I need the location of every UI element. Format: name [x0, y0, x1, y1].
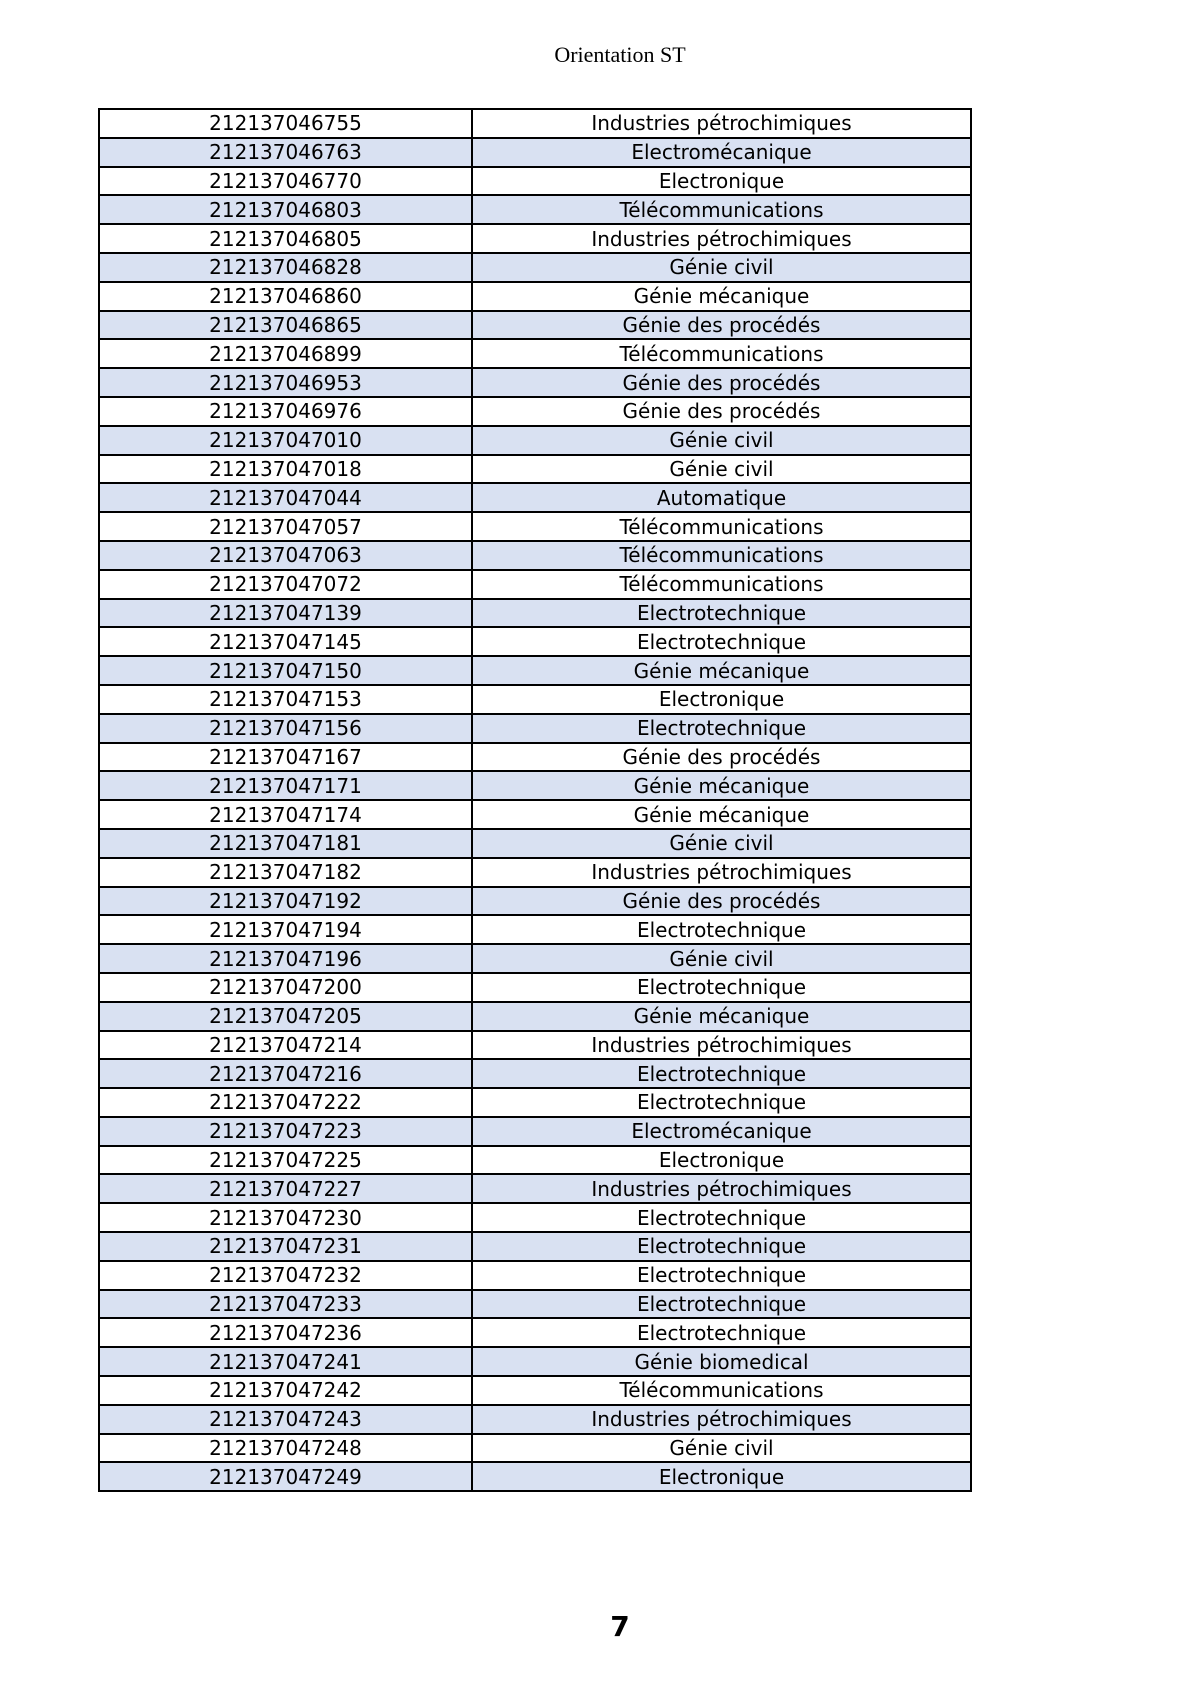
orientation-field-cell: Génie civil — [472, 455, 971, 484]
table-row — [99, 311, 971, 340]
orientation-field-cell: Génie civil — [472, 944, 971, 973]
student-id-cell: 212137047205 — [99, 1002, 472, 1031]
student-id-cell: 212137047231 — [99, 1232, 472, 1261]
table-body — [99, 109, 971, 1491]
table-row — [99, 1434, 971, 1463]
table-row — [99, 1347, 971, 1376]
orientation-field-cell: Génie des procédés — [472, 743, 971, 772]
student-id-cell: 212137046899 — [99, 339, 472, 368]
orientation-field-cell: Génie civil — [472, 253, 971, 282]
orientation-field-cell: Industries pétrochimiques — [472, 858, 971, 887]
orientation-field-cell: Télécommunications — [472, 339, 971, 368]
table-row — [99, 368, 971, 397]
orientation-field-cell: Télécommunications — [472, 570, 971, 599]
student-id-cell: 212137047174 — [99, 800, 472, 829]
table-row — [99, 253, 971, 282]
table-row — [99, 944, 971, 973]
orientation-field-cell: Electronique — [472, 1462, 971, 1491]
table-row — [99, 1146, 971, 1175]
student-id-cell: 212137047010 — [99, 426, 472, 455]
orientation-field-cell: Electromécanique — [472, 1117, 971, 1146]
orientation-field-cell: Industries pétrochimiques — [472, 1174, 971, 1203]
table-row — [99, 1031, 971, 1060]
student-id-cell: 212137047139 — [99, 599, 472, 628]
orientation-field-cell: Génie civil — [472, 426, 971, 455]
orientation-field-cell: Electrotechnique — [472, 1318, 971, 1347]
table-row — [99, 656, 971, 685]
student-id-cell: 212137047182 — [99, 858, 472, 887]
table-row — [99, 1376, 971, 1405]
table-row — [99, 1290, 971, 1319]
student-id-cell: 212137047233 — [99, 1290, 472, 1319]
orientation-field-cell: Electrotechnique — [472, 915, 971, 944]
orientation-field-cell: Electronique — [472, 167, 971, 196]
table-row — [99, 426, 971, 455]
student-id-cell: 212137047044 — [99, 483, 472, 512]
table-row — [99, 1261, 971, 1290]
orientation-field-cell: Electrotechnique — [472, 714, 971, 743]
student-id-cell: 212137046770 — [99, 167, 472, 196]
student-id-cell: 212137046860 — [99, 282, 472, 311]
student-id-cell: 212137047063 — [99, 541, 472, 570]
page-title: Orientation ST — [554, 42, 686, 67]
table-row — [99, 138, 971, 167]
orientation-field-cell: Electrotechnique — [472, 627, 971, 656]
orientation-field-cell: Electromécanique — [472, 138, 971, 167]
student-id-cell: 212137047232 — [99, 1261, 472, 1290]
student-id-cell: 212137046755 — [99, 109, 472, 138]
table-row — [99, 771, 971, 800]
orientation-field-cell: Electrotechnique — [472, 1059, 971, 1088]
orientation-field-cell: Electrotechnique — [472, 1203, 971, 1232]
table-row — [99, 1318, 971, 1347]
table-row — [99, 858, 971, 887]
table-row — [99, 570, 971, 599]
orientation-field-cell: Télécommunications — [472, 1376, 971, 1405]
table-row — [99, 743, 971, 772]
table-row — [99, 1232, 971, 1261]
student-id-cell: 212137047072 — [99, 570, 472, 599]
orientation-field-cell: Electrotechnique — [472, 1290, 971, 1319]
student-id-cell: 212137047223 — [99, 1117, 472, 1146]
orientation-field-cell: Télécommunications — [472, 541, 971, 570]
orientation-table — [98, 108, 972, 1492]
student-id-cell: 212137046828 — [99, 253, 472, 282]
student-id-cell: 212137047225 — [99, 1146, 472, 1175]
table-row — [99, 829, 971, 858]
student-id-cell: 212137047150 — [99, 656, 472, 685]
orientation-field-cell: Automatique — [472, 483, 971, 512]
student-id-cell: 212137046976 — [99, 397, 472, 426]
table-row — [99, 282, 971, 311]
student-id-cell: 212137047196 — [99, 944, 472, 973]
orientation-field-cell: Génie mécanique — [472, 771, 971, 800]
table-row — [99, 455, 971, 484]
table-row — [99, 397, 971, 426]
table-row — [99, 195, 971, 224]
orientation-field-cell: Génie des procédés — [472, 397, 971, 426]
orientation-field-cell: Génie des procédés — [472, 887, 971, 916]
table-row — [99, 109, 971, 138]
orientation-field-cell: Génie des procédés — [472, 311, 971, 340]
orientation-field-cell: Télécommunications — [472, 512, 971, 541]
table-row — [99, 224, 971, 253]
orientation-field-cell: Génie biomedical — [472, 1347, 971, 1376]
student-id-cell: 212137047243 — [99, 1405, 472, 1434]
orientation-field-cell: Electrotechnique — [472, 1232, 971, 1261]
table-row — [99, 1088, 971, 1117]
student-id-cell: 212137047230 — [99, 1203, 472, 1232]
student-id-cell: 212137047192 — [99, 887, 472, 916]
table-row — [99, 1117, 971, 1146]
student-id-cell: 212137046763 — [99, 138, 472, 167]
student-id-cell: 212137047242 — [99, 1376, 472, 1405]
student-id-cell: 212137046805 — [99, 224, 472, 253]
table-row — [99, 1002, 971, 1031]
orientation-field-cell: Télécommunications — [472, 195, 971, 224]
student-id-cell: 212137047145 — [99, 627, 472, 656]
table-row — [99, 627, 971, 656]
student-id-cell: 212137047057 — [99, 512, 472, 541]
orientation-field-cell: Electrotechnique — [472, 599, 971, 628]
student-id-cell: 212137046953 — [99, 368, 472, 397]
orientation-field-cell: Génie mécanique — [472, 800, 971, 829]
orientation-field-cell: Génie mécanique — [472, 282, 971, 311]
orientation-field-cell: Génie mécanique — [472, 1002, 971, 1031]
student-id-cell: 212137047248 — [99, 1434, 472, 1463]
orientation-field-cell: Electronique — [472, 685, 971, 714]
orientation-field-cell: Génie mécanique — [472, 656, 971, 685]
orientation-field-cell: Génie civil — [472, 829, 971, 858]
student-id-cell: 212137047194 — [99, 915, 472, 944]
student-id-cell: 212137047167 — [99, 743, 472, 772]
orientation-field-cell: Génie des procédés — [472, 368, 971, 397]
table-row — [99, 1174, 971, 1203]
orientation-field-cell: Electrotechnique — [472, 1088, 971, 1117]
table-row — [99, 541, 971, 570]
student-id-cell: 212137046865 — [99, 311, 472, 340]
orientation-field-cell: Industries pétrochimiques — [472, 1031, 971, 1060]
student-id-cell: 212137047249 — [99, 1462, 472, 1491]
table-row — [99, 1405, 971, 1434]
orientation-field-cell: Electrotechnique — [472, 973, 971, 1002]
student-id-cell: 212137047200 — [99, 973, 472, 1002]
table-row — [99, 1059, 971, 1088]
orientation-field-cell: Génie civil — [472, 1434, 971, 1463]
table-row — [99, 1462, 971, 1491]
table-row — [99, 483, 971, 512]
student-id-cell: 212137047156 — [99, 714, 472, 743]
table-row — [99, 714, 971, 743]
student-id-cell: 212137047241 — [99, 1347, 472, 1376]
student-id-cell: 212137047236 — [99, 1318, 472, 1347]
student-id-cell: 212137047227 — [99, 1174, 472, 1203]
student-id-cell: 212137046803 — [99, 195, 472, 224]
orientation-field-cell: Electrotechnique — [472, 1261, 971, 1290]
page-number: 7 — [610, 1610, 630, 1643]
student-id-cell: 212137047171 — [99, 771, 472, 800]
student-id-cell: 212137047181 — [99, 829, 472, 858]
table-row — [99, 1203, 971, 1232]
table-row — [99, 599, 971, 628]
student-id-cell: 212137047216 — [99, 1059, 472, 1088]
orientation-field-cell: Industries pétrochimiques — [472, 109, 971, 138]
orientation-field-cell: Industries pétrochimiques — [472, 224, 971, 253]
student-id-cell: 212137047222 — [99, 1088, 472, 1117]
student-id-cell: 212137047214 — [99, 1031, 472, 1060]
student-id-cell: 212137047018 — [99, 455, 472, 484]
table-row — [99, 167, 971, 196]
student-id-cell: 212137047153 — [99, 685, 472, 714]
orientation-field-cell: Industries pétrochimiques — [472, 1405, 971, 1434]
table-row — [99, 512, 971, 541]
table-row — [99, 339, 971, 368]
table-row — [99, 973, 971, 1002]
orientation-field-cell: Electronique — [472, 1146, 971, 1175]
table-row — [99, 685, 971, 714]
table-row — [99, 915, 971, 944]
table-row — [99, 887, 971, 916]
table-row — [99, 800, 971, 829]
